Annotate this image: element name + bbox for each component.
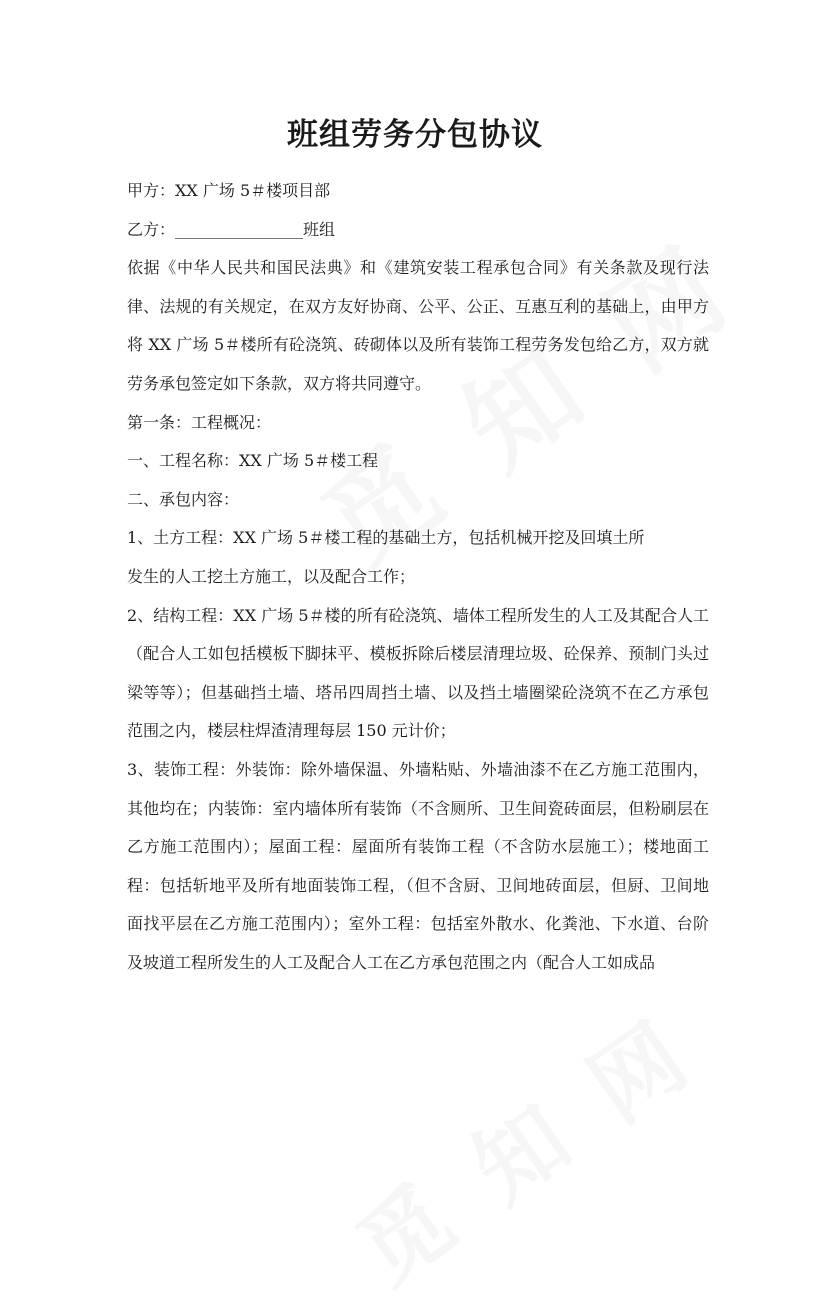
scope-heading: 二、承包内容： xyxy=(127,489,240,509)
earthwork-clause-line-1: 1、土方工程：XX 广场 5＃楼工程的基础土方，包括机械开挖及回填土所 xyxy=(127,528,645,548)
project-name-line: 一、工程名称：XX 广场 5＃楼工程 xyxy=(127,451,379,471)
party-a-line: 甲方：XX 广场 5＃楼项目部 xyxy=(127,181,331,200)
document-title: 班组劳务分包协议 xyxy=(287,117,543,153)
preamble-paragraph: 依据《中华人民共和国民法典》和《建筑安装工程承包合同》有关条款及现行法律、法规的有关规定，在双方友好协商、公平、公正、互惠互利的基础上，由甲方将 XX 广场 5＃楼所有砼浇筑、砖砌体以及所有装饰工程劳务发包给乙方，双方就劳务承包签定如下条款，双方将共同遵守。 xyxy=(127,258,709,393)
decoration-clause: 3、装饰工程：外装饰：除外墙保温、外墙粘贴、外墙油漆不在乙方施工范围内，其他均在；内装饰：室内墙体所有装饰（不含厕所、卫生间瓷砖面层，但粉刷层在乙方施工范围内）；屋面工程：屋面所有装饰工程（不含防水层施工）；楼地面工程：包括斩地平及所有地面装饰工程，（但不含厨、卫间地砖面层，但厨、卫间地面找平层在乙方施工范围内）；室外工程：包括室外散水、化粪池、下水道、台阶及坡道工程所发生的人工及配合人工在乙方承包范围之内（配合人工如成品 xyxy=(127,759,709,972)
article-heading: 第一条：工程概况： xyxy=(127,412,272,432)
structural-clause: 2、结构工程：XX 广场 5＃楼的所有砼浇筑、墙体工程所发生的人工及其配合人工（配合人工如包括模板下脚抹平、模板拆除后楼层清理垃圾、砼保养、预制门头过梁等等）；但基础挡土墙、塔吊四周挡土墙、以及挡土墙圈梁砼浇筑不在乙方承包范围之内，楼层柱焊渣清理每层 150 元计价； xyxy=(127,605,709,741)
document-body xyxy=(127,172,709,982)
party-b-line: 乙方：________________班组 xyxy=(127,219,336,239)
earthwork-clause-line-2: 发生的人工挖土方施工，以及配合工作； xyxy=(127,566,416,586)
watermark xyxy=(327,982,715,1308)
